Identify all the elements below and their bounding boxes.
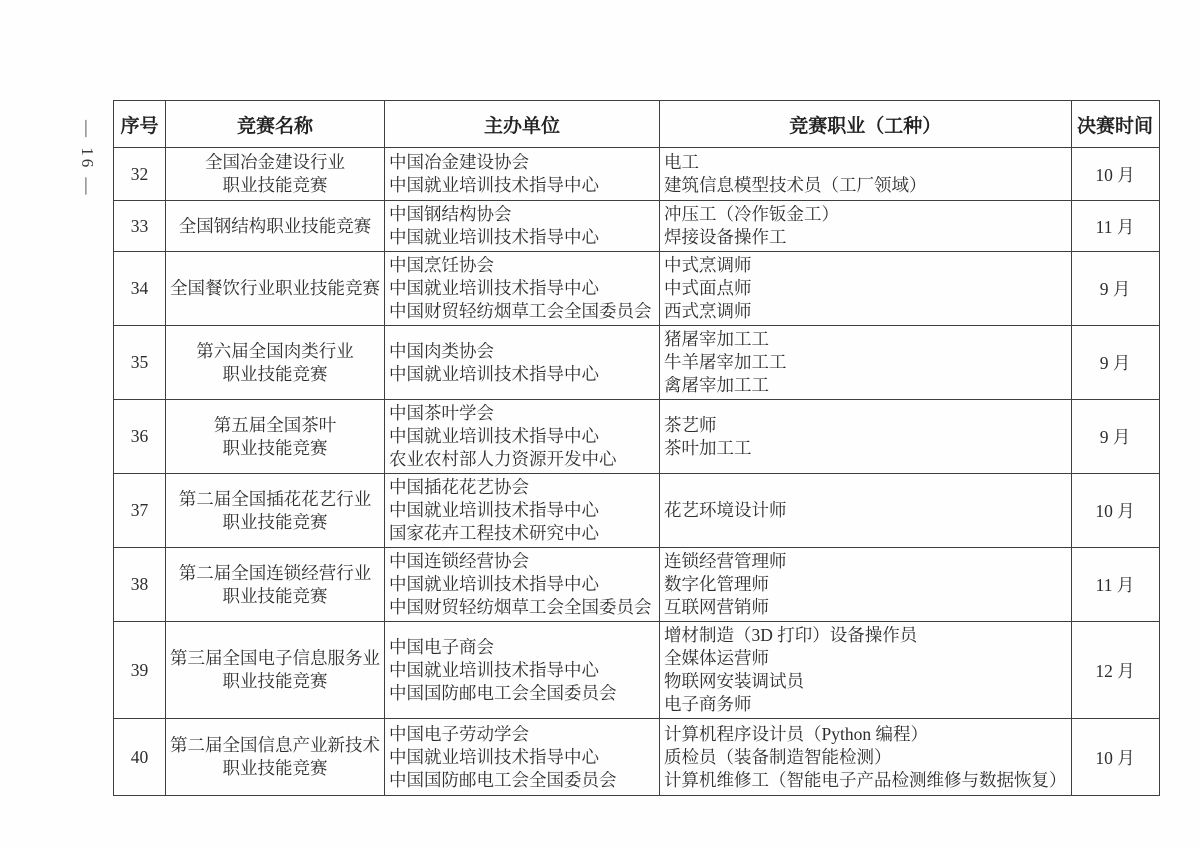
organizer-line: 中国国防邮电工会全国委员会 — [389, 682, 617, 703]
occupation-line: 全媒体运营师 — [664, 648, 769, 668]
competition-name-cell — [166, 474, 385, 548]
column-header-occupation: 竞赛职业（工种） — [660, 101, 1072, 148]
table-row — [114, 201, 1160, 252]
competition-name-cell — [166, 148, 385, 201]
organizer-line: 中国就业培训技术指导中心 — [389, 426, 599, 446]
occupation-line: 建筑信息模型技术员（工厂领域） — [664, 175, 927, 195]
organizer-line: 中国冶金建设协会 — [389, 152, 529, 172]
competition-name-cell — [166, 252, 385, 326]
table-row — [114, 400, 1160, 474]
serial-cell: 39 — [114, 622, 166, 719]
name-line: 第二届全国插花花艺行业 — [178, 488, 372, 509]
name-line: 第六届全国肉类行业 — [196, 340, 354, 361]
table-row — [114, 148, 1160, 201]
occupation-line: 茶叶加工工 — [664, 437, 752, 458]
serial-cell: 32 — [114, 148, 166, 201]
organizer-line: 国家花卉工程技术研究中心 — [389, 523, 599, 543]
occupation-line: 牛羊屠宰加工工 — [664, 352, 787, 372]
final-time-cell: 11 月 — [1071, 201, 1159, 252]
occupation-line: 中式烹调师 — [664, 255, 752, 275]
organizer-line: 农业农村部人力资源开发中心 — [389, 449, 617, 469]
final-time-cell: 10 月 — [1071, 719, 1159, 796]
occupation-line: 西式烹调师 — [664, 301, 752, 321]
name-line: 职业技能竞赛 — [222, 671, 328, 691]
organizer-cell — [385, 474, 660, 548]
serial-cell: 40 — [114, 719, 166, 796]
organizer-line: 中国就业培训技术指导中心 — [389, 574, 599, 594]
organizer-cell — [385, 326, 660, 400]
organizer-cell — [385, 548, 660, 622]
name-line: 第五届全国茶叶 — [213, 414, 337, 435]
competition-name-cell — [166, 548, 385, 622]
serial-cell: 36 — [114, 400, 166, 474]
page-number: — 16 — — [78, 120, 97, 198]
occupation-line: 物联网安装调试员 — [664, 671, 804, 691]
organizer-line: 中国就业培训技术指导中心 — [389, 363, 599, 384]
occupation-cell — [660, 474, 1072, 548]
organizer-line: 中国财贸轻纺烟草工会全国委员会 — [389, 597, 652, 617]
table-row — [114, 548, 1160, 622]
occupation-cell — [660, 252, 1072, 326]
final-time-cell: 11 月 — [1071, 548, 1159, 622]
occupation-line: 电工 — [664, 152, 699, 172]
organizer-line: 中国电子劳动学会 — [389, 723, 529, 744]
final-time-cell: 10 月 — [1071, 148, 1159, 201]
organizer-cell — [385, 148, 660, 201]
serial-cell: 34 — [114, 252, 166, 326]
name-line: 职业技能竞赛 — [222, 585, 328, 606]
name-line: 职业技能竞赛 — [222, 363, 328, 384]
competition-name-cell — [166, 201, 385, 252]
serial-cell: 33 — [114, 201, 166, 252]
organizer-line: 中国就业培训技术指导中心 — [389, 500, 599, 520]
organizer-line: 中国连锁经营协会 — [389, 551, 529, 571]
occupation-cell — [660, 548, 1072, 622]
occupation-line: 互联网营销师 — [664, 597, 769, 617]
organizer-line: 中国就业培训技术指导中心 — [389, 227, 599, 247]
table-header-row — [114, 101, 1160, 148]
name-line: 职业技能竞赛 — [222, 437, 328, 458]
competition-table — [113, 100, 1160, 796]
organizer-cell — [385, 622, 660, 719]
occupation-cell — [660, 400, 1072, 474]
name-line: 全国餐饮行业职业技能竞赛 — [170, 278, 380, 298]
table-row — [114, 252, 1160, 326]
column-header-final-time: 决赛时间 — [1071, 101, 1159, 148]
column-header-competition-name: 竞赛名称 — [166, 101, 385, 148]
organizer-line: 中国烹饪协会 — [389, 255, 494, 275]
occupation-line: 猪屠宰加工工 — [664, 329, 769, 349]
organizer-cell — [385, 400, 660, 474]
final-time-cell: 10 月 — [1071, 474, 1159, 548]
final-time-cell: 9 月 — [1071, 252, 1159, 326]
final-time-cell: 9 月 — [1071, 400, 1159, 474]
organizer-line: 中国就业培训技术指导中心 — [389, 746, 599, 767]
organizer-cell — [385, 719, 660, 796]
organizer-line: 中国国防邮电工会全国委员会 — [389, 769, 617, 790]
occupation-cell — [660, 326, 1072, 400]
occupation-line: 花艺环境设计师 — [664, 500, 787, 520]
competition-name-cell — [166, 326, 385, 400]
name-line: 职业技能竞赛 — [222, 511, 328, 532]
competition-name-cell — [166, 400, 385, 474]
organizer-line: 中国财贸轻纺烟草工会全国委员会 — [389, 301, 652, 321]
occupation-line: 电子商务师 — [664, 694, 752, 714]
column-header-serial: 序号 — [114, 101, 166, 148]
organizer-line: 中国茶叶学会 — [389, 403, 494, 423]
occupation-cell — [660, 719, 1072, 796]
table-row — [114, 622, 1160, 719]
organizer-line: 中国就业培训技术指导中心 — [389, 659, 599, 680]
occupation-cell — [660, 201, 1072, 252]
name-line: 职业技能竞赛 — [222, 758, 328, 778]
name-line: 第三届全国电子信息服务业 — [170, 648, 380, 668]
name-line: 全国钢结构职业技能竞赛 — [178, 215, 372, 236]
organizer-line: 中国就业培训技术指导中心 — [389, 175, 599, 195]
name-line: 第二届全国连锁经营行业 — [178, 562, 372, 583]
occupation-line: 茶艺师 — [664, 414, 717, 435]
column-header-organizer: 主办单位 — [385, 101, 660, 148]
table-row — [114, 719, 1160, 796]
organizer-line: 中国插花花艺协会 — [389, 477, 529, 497]
occupation-line: 质检员（装备制造智能检测） — [664, 746, 892, 767]
name-line: 职业技能竞赛 — [222, 175, 328, 195]
organizer-line: 中国钢结构协会 — [389, 204, 512, 224]
serial-cell: 38 — [114, 548, 166, 622]
serial-cell: 37 — [114, 474, 166, 548]
occupation-line: 计算机程序设计员（Python 编程） — [664, 723, 928, 744]
organizer-line: 中国肉类协会 — [389, 340, 494, 361]
final-time-cell: 12 月 — [1071, 622, 1159, 719]
occupation-cell — [660, 622, 1072, 719]
occupation-line: 增材制造（3D 打印）设备操作员 — [664, 625, 918, 645]
occupation-line: 计算机维修工（智能电子产品检测维修与数据恢复） — [664, 769, 1067, 790]
serial-cell: 35 — [114, 326, 166, 400]
name-line: 第二届全国信息产业新技术 — [170, 735, 380, 755]
occupation-line: 连锁经营管理师 — [664, 551, 787, 571]
name-line: 全国冶金建设行业 — [205, 152, 345, 172]
occupation-line: 禽屠宰加工工 — [664, 375, 769, 395]
table-row — [114, 474, 1160, 548]
table-row — [114, 326, 1160, 400]
final-time-cell: 9 月 — [1071, 326, 1159, 400]
occupation-line: 数字化管理师 — [664, 574, 769, 594]
occupation-cell — [660, 148, 1072, 201]
competition-name-cell — [166, 719, 385, 796]
organizer-line: 中国就业培训技术指导中心 — [389, 278, 599, 298]
occupation-line: 冲压工（冷作钣金工） — [664, 204, 839, 224]
organizer-cell — [385, 252, 660, 326]
occupation-line: 中式面点师 — [664, 278, 752, 298]
occupation-line: 焊接设备操作工 — [664, 227, 787, 247]
organizer-line: 中国电子商会 — [389, 636, 494, 657]
organizer-cell — [385, 201, 660, 252]
competition-name-cell — [166, 622, 385, 719]
